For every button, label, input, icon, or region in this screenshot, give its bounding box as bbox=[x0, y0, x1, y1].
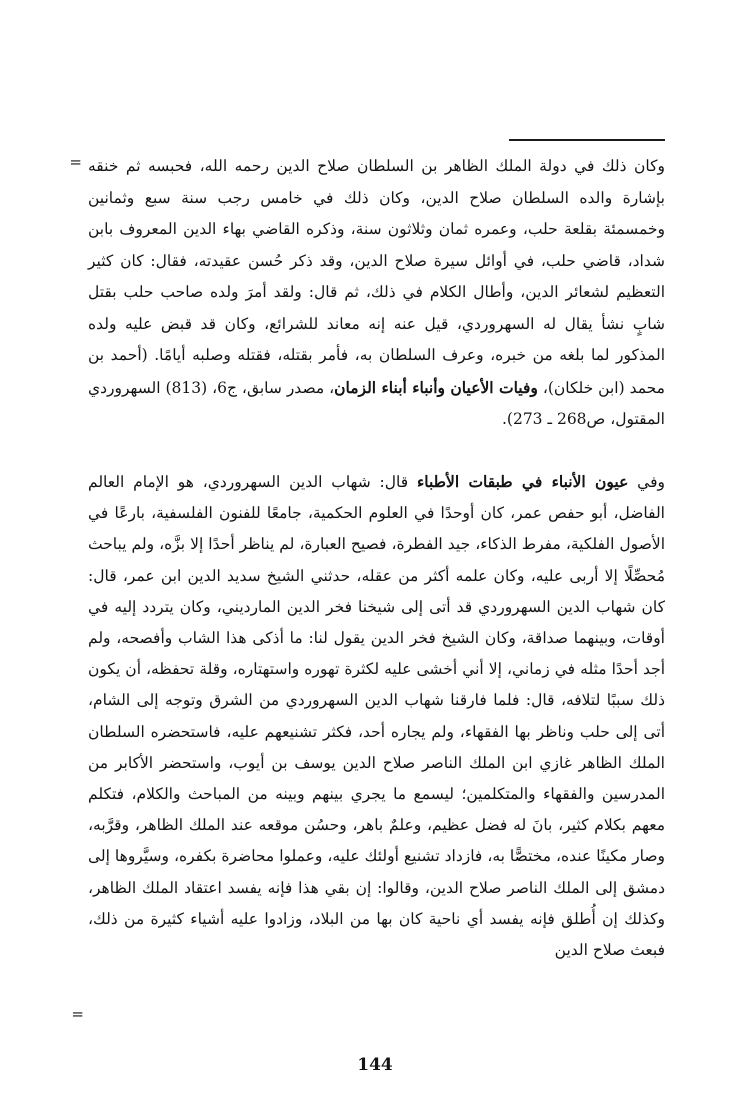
page-number: 144 bbox=[357, 1055, 393, 1075]
main-book-title: عيون الأنباء في طبقات الأطباء bbox=[416, 472, 629, 491]
main-text-1: وفي bbox=[628, 473, 665, 491]
footnote-separator-rule bbox=[509, 139, 665, 141]
footnote-paragraph bbox=[88, 151, 665, 436]
footnote-book-title: وفيات الأعيان وأنباء أبناء الزمان bbox=[334, 377, 538, 397]
continuation-marker: = bbox=[71, 1005, 84, 1023]
footnote-text-1: وكان ذلك في دولة الملك الظاهر بن السلطان صلاح الدين رحمه الله، فحبسه ثم خنقه بإشارة والده السلطان صلاح الدين، وكان ذلك في خامس رجب سنة سبع وثمانين وخمسمئة بقلعة حلب، وعمره ثمان وثلاثون سنة، وذكره القاضي بهاء الدين المعروف بابن شداد، قاضي حلب، في أوائل سيرة صلاح الدين، وقد ذكر حُسن عقيدته، فقال: كان كثير التعظيم لشعائر الدين، وأطال الكلام في ذلك، ثم قال: ولقد أمرَ ولده صاحب حلب بقتل شابٍ نشأ يقال له السهروردي، قيل عنه إنه معاند للشرائع، وكان قد قبض عليه ولده المذكور لما بلغه من خبره، وعرف السلطان به، فأمر بقتله، فقتله وصلبه أيامًا. (أحمد بن محمد (ابن خلكان)، bbox=[88, 157, 665, 397]
main-paragraph bbox=[88, 466, 665, 966]
main-text-2: قال: شهاب الدين السهروردي، هو الإمام العالم الفاضل، أبو حفص عمر، كان أوحدًا في العلوم الحكمية، جامعًا للفنون الفلسفية، بارعًا في الأصول الفلكية، مفرط الذكاء، جيد الفطرة، فصيح العبارة، لم يناظر أحدًا إلا بزَّه، ولم يباحث مُحصِّلًا إلا أربى عليه، وكان علمه أكثر من عقله، حدثني الشيخ سديد الدين ابن عمر، قال: كان شهاب الدين السهروردي قد أتى إلى شيخنا فخر الدين المارديني، وكان يتردد إليه في أوقات، وبينهما صداقة، وكان الشيخ فخر الدين يقول لنا: ما أذكى هذا الشاب وأفصحه، ولم أجد أحدًا مثله في زماني، إلا أني أخشى عليه لكثرة تهوره واستهتاره، وقلة تحفظه، أن يكون ذلك سببًا لتلافه، قال: فلما فارقنا شهاب الدين السهروردي من الشرق وتوجه إلى الشام، أتى إلى حلب وناظر بها الفقهاء، ولم يجاره أحد، فكثر تشنيعهم عليه، فاستحضره السلطان الملك الظاهر غازي ابن الملك الناصر صلاح الدين يوسف بن أيوب، واستحضر الأكابر من المدرسين والفقهاء والمتكلمين؛ ليسمع ما يجري بينهم وبينه من المباحث والكلام، فتكلم معهم بكلام كثير، بانَ له فضل عظيم، وعلمٌ باهر، وحسُن موقعه عند الملك الظاهر، وقرَّبه، وصار مكينًا عنده، مختصًّا به، فازداد تشنيع أولئك عليه، وعملوا محاضرة بكفره، وسيَّروها إلى دمشق إلى الملك الناصر صلاح الدين، وقالوا: إن بقي هذا فإنه يفسد اعتقاد الملك الظاهر، وكذلك إن أُطلق فإنه يفسد أي ناحية كان بها من البلاد، وزادوا عليه أشياء كثيرة من ذلك، فبعث صلاح الدين bbox=[88, 473, 665, 960]
footnote-text-2: ، مصدر سابق، ج6، (813) السهروردي المقتول، ص268 ـ 273). bbox=[88, 378, 665, 428]
footnote-continuation-marker: = bbox=[69, 153, 82, 171]
